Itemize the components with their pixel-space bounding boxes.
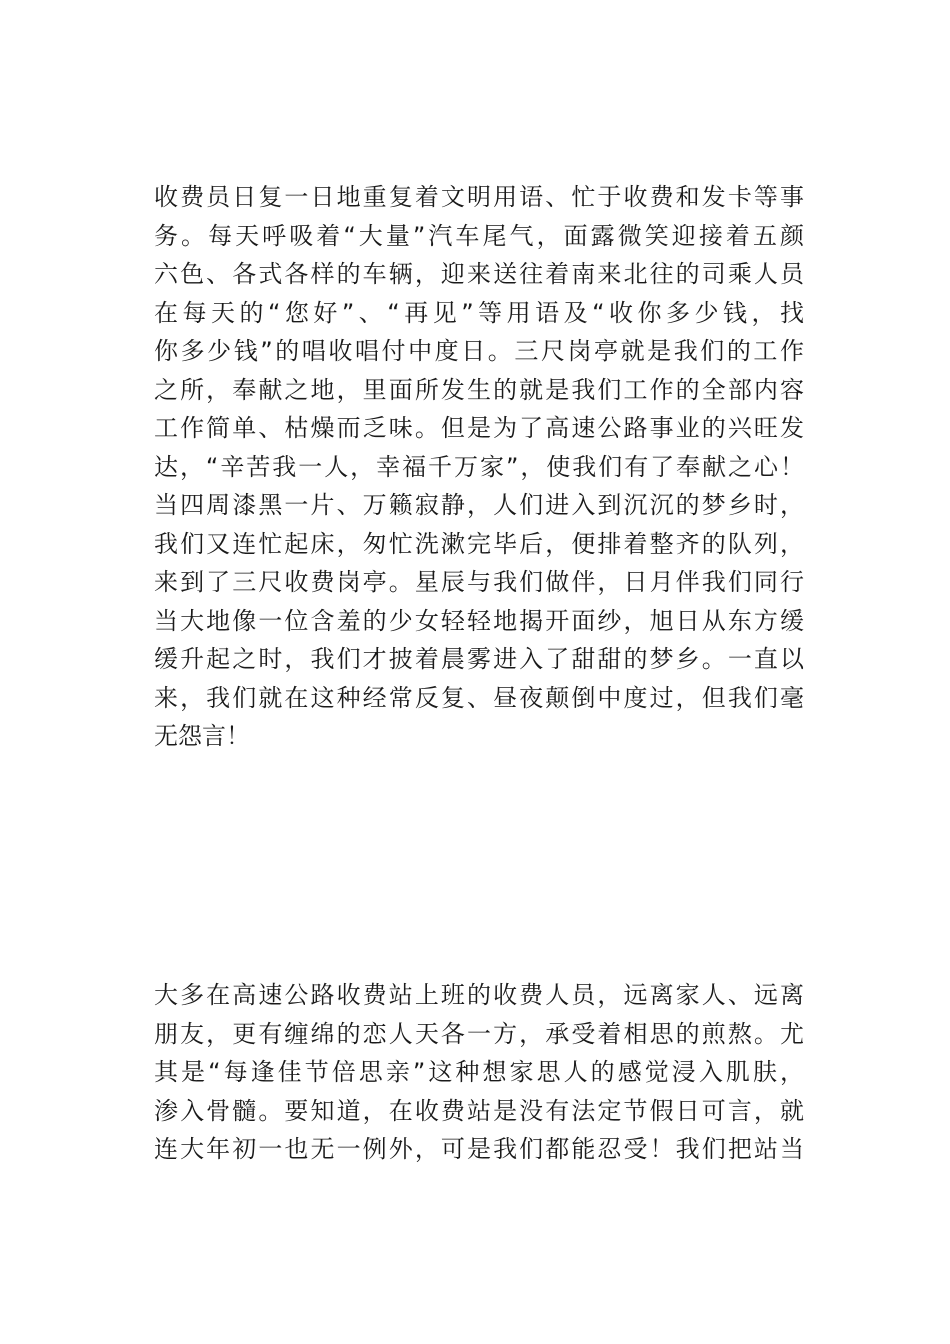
text-line: 当四周漆黑一片、万籁寂静，人们进入到沉沉的梦乡时， [154,491,804,519]
text-line: 连大年初一也无一例外，可是我们都能忍受！我们把站当 [154,1135,804,1163]
text-line: 工作简单、枯燥而乏味。但是为了高速公路事业的兴旺发 [154,414,804,442]
text-line: 之所，奉献之地，里面所发生的就是我们工作的全部内容 [154,375,804,404]
text-line: 渗入骨髓。要知道，在收费站是没有法定节假日可言，就 [154,1096,804,1125]
text-line: 大多在高速公路收费站上班的收费人员，远离家人、远离 [154,981,804,1009]
text-line: 务。每天呼吸着“大量”汽车尾气，面露微笑迎接着五颜 [154,221,804,250]
text-line: 其是“每逢佳节倍思亲”这种想家思人的感觉浸入肌肤， [154,1058,804,1086]
text-line: 达，“辛苦我一人，幸福千万家”，使我们有了奉献之心！ [154,452,804,481]
text-line: 六色、各式各样的车辆，迎来送往着南来北往的司乘人员 [154,260,804,288]
paragraph-2 [154,976,804,1169]
text-line: 你多少钱”的唱收唱付中度日。三尺岗亭就是我们的工作 [154,337,804,365]
text-line: 当大地像一位含羞的少女轻轻地揭开面纱，旭日从东方缓 [154,606,804,635]
text-line: 缓升起之时，我们才披着晨雾进入了甜甜的梦乡。一直以 [154,645,804,673]
text-line: 来到了三尺收费岗亭。星辰与我们做伴，日月伴我们同行 [154,568,804,596]
text-line: 收费员日复一日地重复着文明用语、忙于收费和发卡等事 [154,183,804,211]
text-line: 朋友，更有缠绵的恋人天各一方，承受着相思的煎熬。尤 [154,1019,804,1048]
paragraph-1 [154,178,804,756]
text-line: 在每天的“您好”、“再见”等用语及“收你多少钱，找 [154,298,804,327]
text-line: 我们又连忙起床，匆忙洗漱完毕后，便排着整齐的队列， [154,529,804,558]
text-line: 无怨言！ [154,722,250,750]
text-line: 来，我们就在这种经常反复、昼夜颠倒中度过，但我们毫 [154,683,804,712]
